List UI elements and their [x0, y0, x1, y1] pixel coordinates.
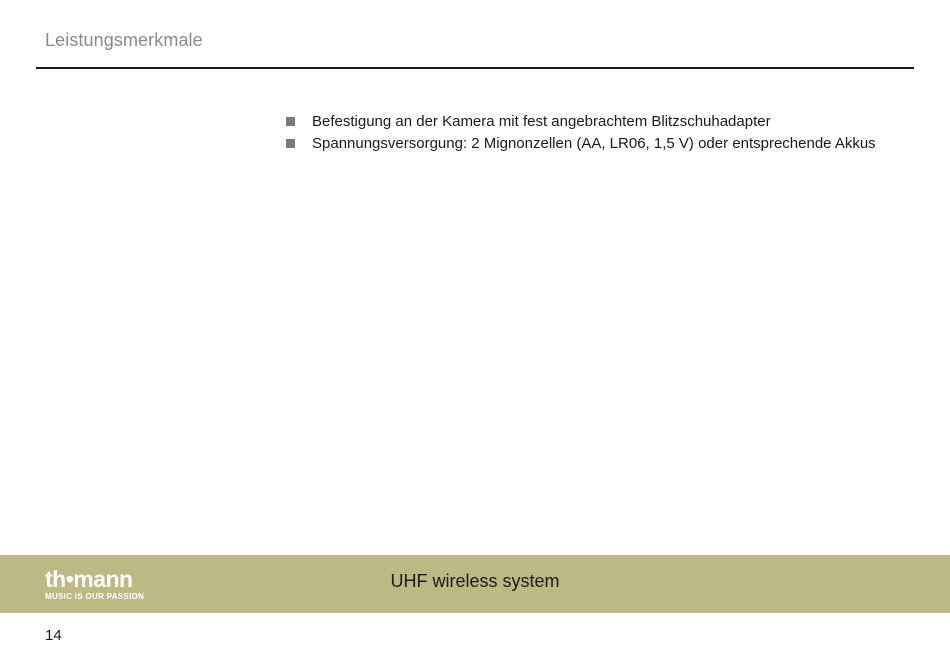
feature-text: Befestigung an der Kamera mit fest angebrachtem Blitzschuhadapter [312, 112, 771, 130]
square-bullet-icon [286, 117, 295, 126]
square-bullet-icon [286, 139, 295, 148]
product-name: UHF wireless system [390, 571, 560, 591]
footer-band [0, 555, 950, 613]
feature-list [286, 110, 876, 154]
feature-text: Spannungsversorgung: 2 Mignonzellen (AA, LR06, 1,5 V) oder entsprechende Akkus [312, 134, 876, 152]
logo-tagline: MUSIC IS OUR PASSION [45, 592, 145, 601]
list-item [286, 132, 876, 154]
section-title: Leistungsmerkmale [45, 30, 203, 50]
logo-wordmark: th•mann [45, 566, 133, 592]
list-item [286, 110, 876, 132]
page-number: 14 [45, 627, 62, 644]
title-divider [36, 67, 914, 69]
